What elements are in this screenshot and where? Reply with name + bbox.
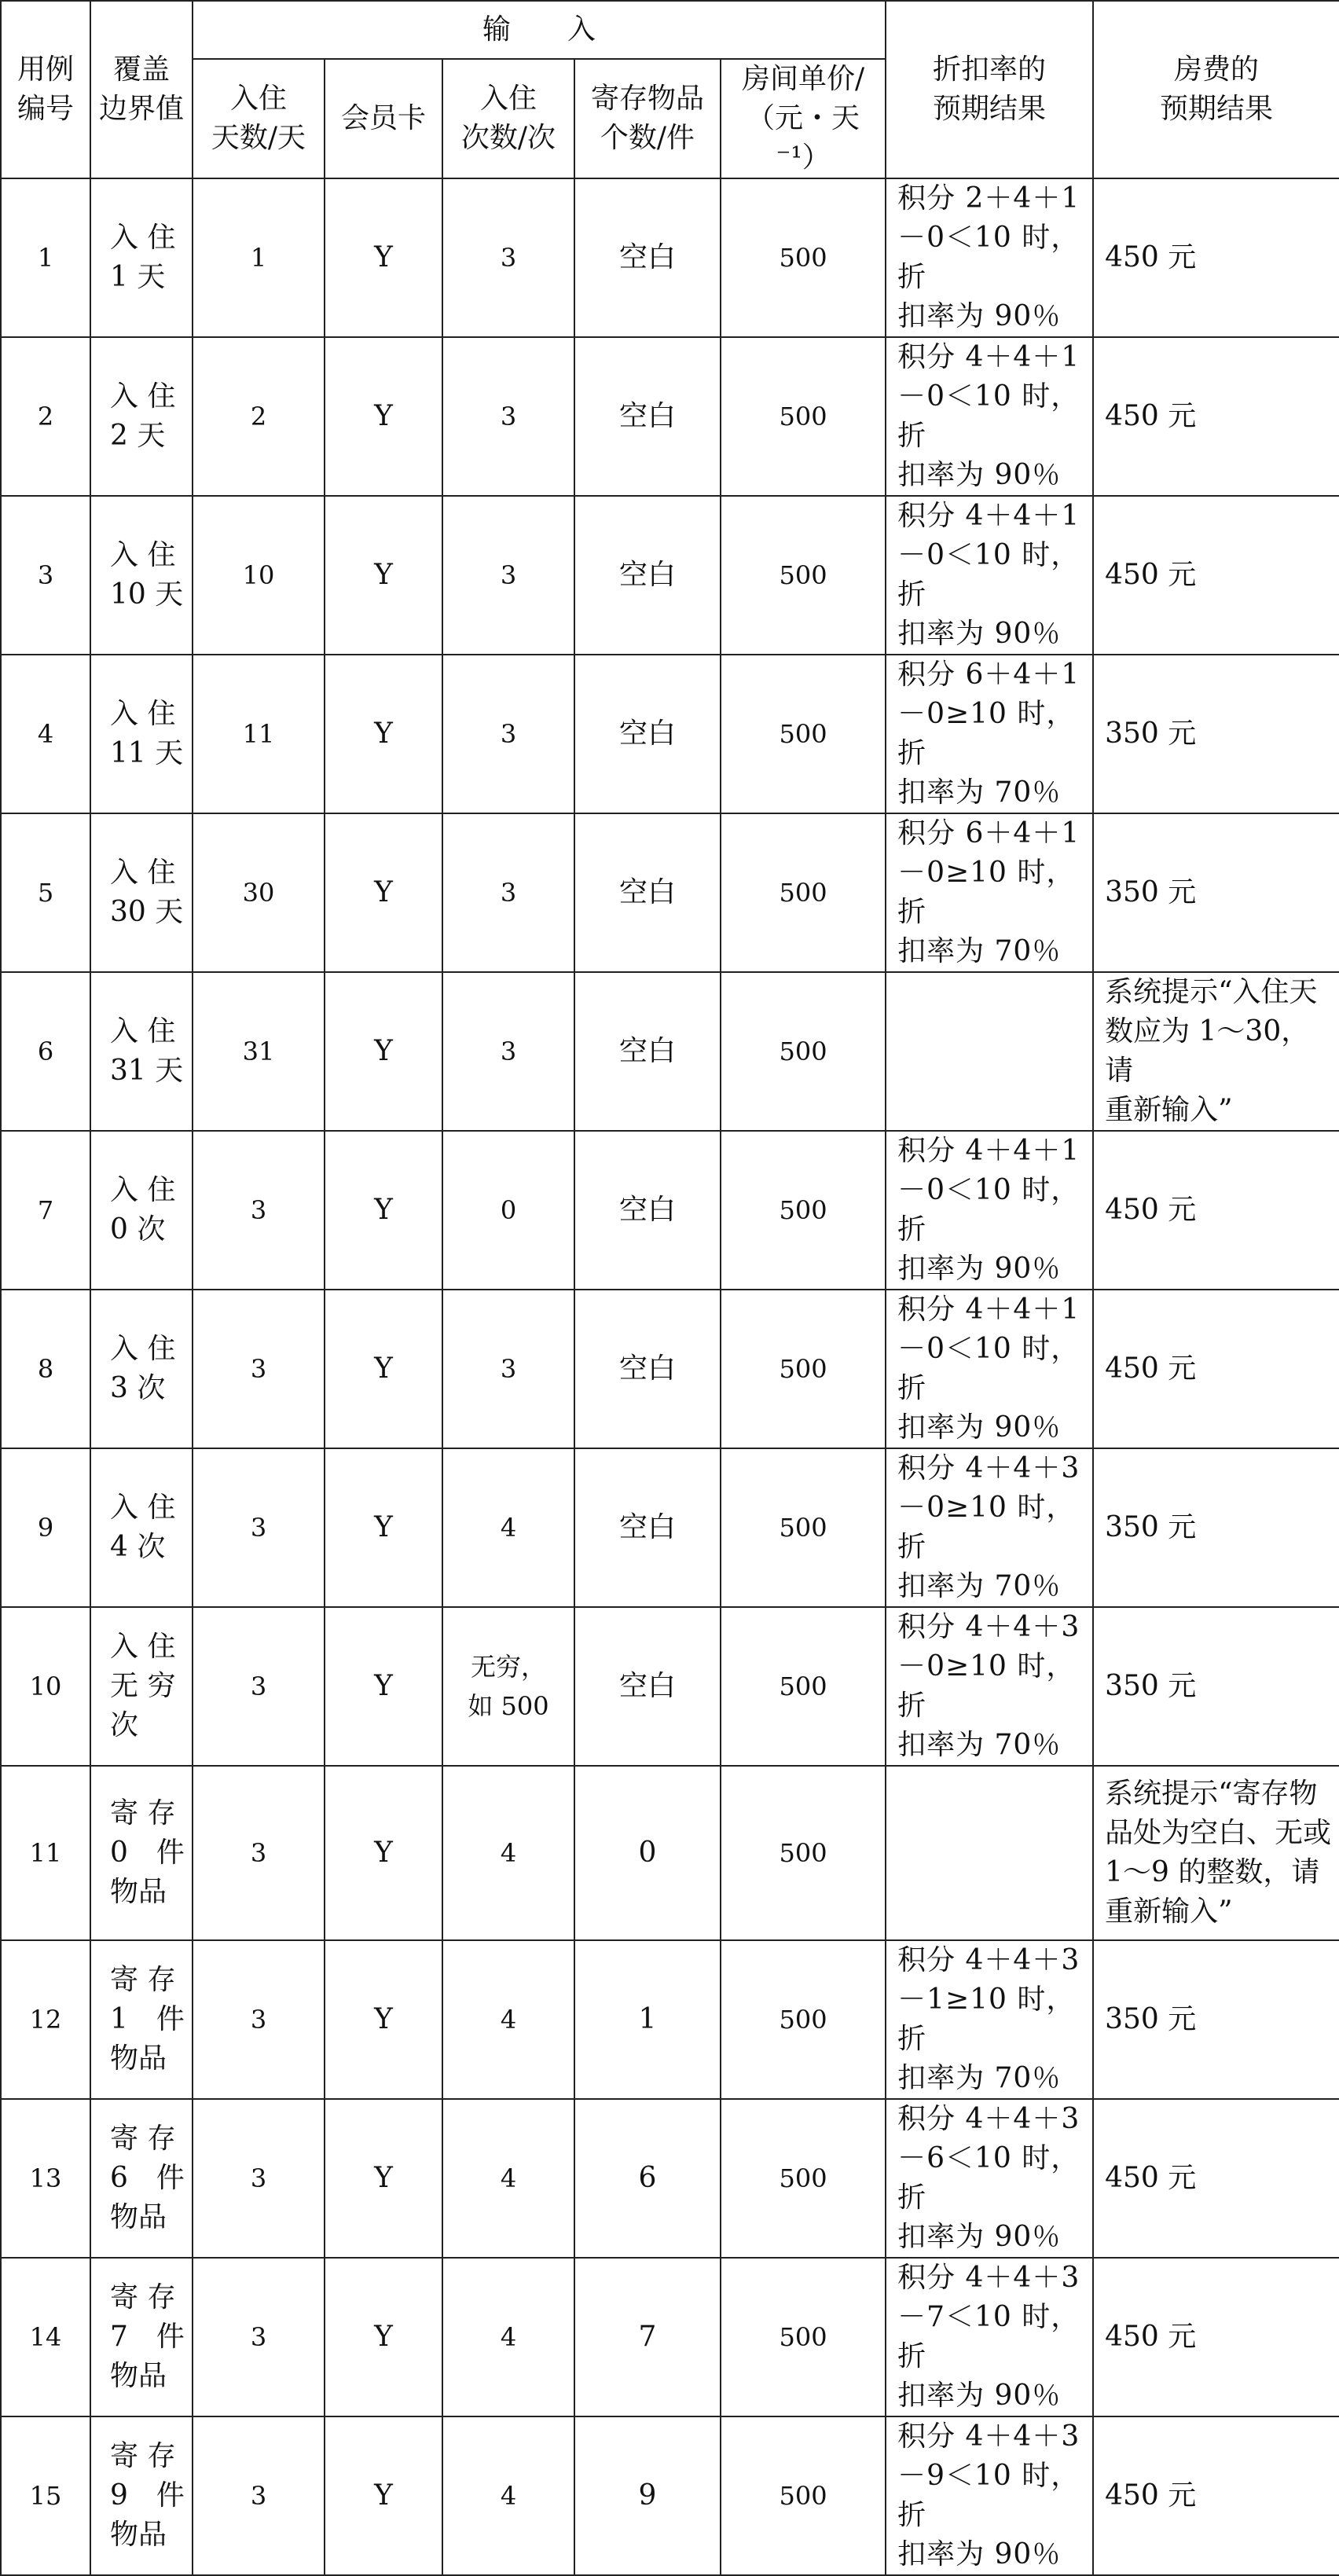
case-no-cell: 6	[1, 972, 90, 1131]
visits-cell: 无穷， 如 500	[442, 1607, 574, 1766]
case-no-cell: 8	[1, 1290, 90, 1448]
table-row	[1, 1131, 1339, 1290]
case-no-cell: 3	[1, 496, 90, 655]
fee-cell: 450 元	[1093, 337, 1339, 496]
table-row	[1, 178, 1339, 337]
fee-cell: 系统提示“寄存物 品处为空白、无或 1～9 的整数，请 重新输入”	[1093, 1766, 1339, 1940]
case-no-cell: 1	[1, 178, 90, 337]
days-cell: 3	[193, 1131, 325, 1290]
case-no-cell: 2	[1, 337, 90, 496]
header-fee-expected: 房费的 预期结果	[1093, 1, 1339, 178]
header-member-card: 会员卡	[325, 59, 442, 178]
price-cell: 500	[721, 1448, 886, 1607]
member-card-cell: Y	[325, 1940, 442, 2099]
case-no-cell: 12	[1, 1940, 90, 2099]
discount-cell: 积分 4＋4＋1 －0＜10 时，折 扣率为 90％	[886, 1131, 1093, 1290]
items-cell: 空白	[574, 178, 721, 337]
visits-cell: 0	[442, 1131, 574, 1290]
visits-cell: 4	[442, 1448, 574, 1607]
fee-cell: 450 元	[1093, 2416, 1339, 2575]
boundary-cell: 入 住 1 天	[90, 178, 193, 337]
member-card-cell: Y	[325, 1607, 442, 1766]
table-row	[1, 2416, 1339, 2575]
days-cell: 30	[193, 813, 325, 972]
items-cell: 0	[574, 1766, 721, 1940]
price-cell: 500	[721, 337, 886, 496]
header-row-1	[1, 1, 1339, 59]
boundary-cell: 入 住 无 穷 次	[90, 1607, 193, 1766]
member-card-cell: Y	[325, 496, 442, 655]
days-cell: 11	[193, 655, 325, 813]
price-cell: 500	[721, 2258, 886, 2416]
table-row	[1, 2099, 1339, 2258]
table-row	[1, 337, 1339, 496]
member-card-cell: Y	[325, 813, 442, 972]
price-cell: 500	[721, 2099, 886, 2258]
boundary-cell: 入 住 3 次	[90, 1290, 193, 1448]
items-cell: 空白	[574, 1131, 721, 1290]
price-cell: 500	[721, 1766, 886, 1940]
price-cell: 500	[721, 1131, 886, 1290]
discount-cell: 积分 2＋4＋1 －0＜10 时，折 扣率为 90％	[886, 178, 1093, 337]
fee-cell: 450 元	[1093, 2258, 1339, 2416]
visits-cell: 3	[442, 813, 574, 972]
items-cell: 空白	[574, 655, 721, 813]
member-card-cell: Y	[325, 1766, 442, 1940]
boundary-cell: 寄 存 1 件 物品	[90, 1940, 193, 2099]
visits-cell: 4	[442, 1766, 574, 1940]
fee-cell: 350 元	[1093, 1448, 1339, 1607]
days-cell: 3	[193, 1940, 325, 2099]
visits-cell: 4	[442, 2416, 574, 2575]
price-cell: 500	[721, 1290, 886, 1448]
case-no-cell: 14	[1, 2258, 90, 2416]
boundary-cell: 入 住 31 天	[90, 972, 193, 1131]
table-row	[1, 655, 1339, 813]
discount-cell: 积分 4＋4＋3 －7＜10 时，折 扣率为 90％	[886, 2258, 1093, 2416]
visits-cell: 3	[442, 655, 574, 813]
header-visits: 入住 次数/次	[442, 59, 574, 178]
items-cell: 空白	[574, 1607, 721, 1766]
case-no-cell: 4	[1, 655, 90, 813]
header-discount-expected: 折扣率的 预期结果	[886, 1, 1093, 178]
boundary-cell: 寄 存 0 件 物品	[90, 1766, 193, 1940]
days-cell: 3	[193, 1766, 325, 1940]
boundary-cell: 入 住 30 天	[90, 813, 193, 972]
boundary-cell: 入 住 10 天	[90, 496, 193, 655]
discount-cell: 积分 4＋4＋1 －0＜10 时，折 扣率为 90％	[886, 1290, 1093, 1448]
discount-cell	[886, 1766, 1093, 1940]
discount-cell: 积分 6＋4＋1 －0≥10 时，折 扣率为 70％	[886, 813, 1093, 972]
days-cell: 3	[193, 2099, 325, 2258]
items-cell: 空白	[574, 813, 721, 972]
fee-cell: 系统提示“入住天 数应为 1～30，请 重新输入”	[1093, 972, 1339, 1131]
member-card-cell: Y	[325, 1448, 442, 1607]
header-days: 入住 天数/天	[193, 59, 325, 178]
table-row	[1, 1940, 1339, 2099]
boundary-cell: 寄 存 7 件 物品	[90, 2258, 193, 2416]
member-card-cell: Y	[325, 2416, 442, 2575]
discount-cell: 积分 4＋4＋3 －9＜10 时，折 扣率为 90％	[886, 2416, 1093, 2575]
items-cell: 7	[574, 2258, 721, 2416]
days-cell: 3	[193, 2258, 325, 2416]
price-cell: 500	[721, 972, 886, 1131]
header-input-group: 输 入	[193, 1, 886, 59]
case-no-cell: 13	[1, 2099, 90, 2258]
member-card-cell: Y	[325, 1131, 442, 1290]
days-cell: 3	[193, 1607, 325, 1766]
visits-cell: 3	[442, 972, 574, 1131]
items-cell: 空白	[574, 972, 721, 1131]
fee-cell: 450 元	[1093, 178, 1339, 337]
table-row	[1, 813, 1339, 972]
case-no-cell: 5	[1, 813, 90, 972]
discount-cell: 积分 6＋4＋1 －0≥10 时，折 扣率为 70％	[886, 655, 1093, 813]
fee-cell: 450 元	[1093, 2099, 1339, 2258]
boundary-cell: 寄 存 9 件 物品	[90, 2416, 193, 2575]
items-cell: 空白	[574, 1290, 721, 1448]
price-cell: 500	[721, 655, 886, 813]
days-cell: 10	[193, 496, 325, 655]
items-cell: 6	[574, 2099, 721, 2258]
price-cell: 500	[721, 2416, 886, 2575]
items-cell: 空白	[574, 496, 721, 655]
boundary-cell: 入 住 0 次	[90, 1131, 193, 1290]
member-card-cell: Y	[325, 337, 442, 496]
visits-cell: 4	[442, 2099, 574, 2258]
table-row	[1, 1607, 1339, 1766]
discount-cell	[886, 972, 1093, 1131]
fee-cell: 350 元	[1093, 655, 1339, 813]
member-card-cell: Y	[325, 2258, 442, 2416]
boundary-cell: 入 住 11 天	[90, 655, 193, 813]
price-cell: 500	[721, 1940, 886, 2099]
days-cell: 2	[193, 337, 325, 496]
visits-cell: 4	[442, 2258, 574, 2416]
case-no-cell: 11	[1, 1766, 90, 1940]
price-cell: 500	[721, 813, 886, 972]
discount-cell: 积分 4＋4＋1 －0＜10 时，折 扣率为 90％	[886, 496, 1093, 655]
member-card-cell: Y	[325, 972, 442, 1131]
items-cell: 9	[574, 2416, 721, 2575]
table-row	[1, 496, 1339, 655]
items-cell: 空白	[574, 337, 721, 496]
days-cell: 31	[193, 972, 325, 1131]
boundary-cell: 入 住 4 次	[90, 1448, 193, 1607]
days-cell: 3	[193, 1448, 325, 1607]
member-card-cell: Y	[325, 178, 442, 337]
fee-cell: 350 元	[1093, 1940, 1339, 2099]
discount-cell: 积分 4＋4＋3 －0≥10 时，折 扣率为 70％	[886, 1607, 1093, 1766]
days-cell: 3	[193, 1290, 325, 1448]
days-cell: 1	[193, 178, 325, 337]
case-no-cell: 15	[1, 2416, 90, 2575]
table-row	[1, 2258, 1339, 2416]
fee-cell: 350 元	[1093, 813, 1339, 972]
discount-cell: 积分 4＋4＋3 －1≥10 时，折 扣率为 70％	[886, 1940, 1093, 2099]
days-cell: 3	[193, 2416, 325, 2575]
visits-cell: 3	[442, 1290, 574, 1448]
header-case-no: 用例 编号	[1, 1, 90, 178]
table-row	[1, 972, 1339, 1131]
visits-cell: 3	[442, 337, 574, 496]
header-boundary: 覆盖 边界值	[90, 1, 193, 178]
visits-cell: 3	[442, 178, 574, 337]
table-row	[1, 1290, 1339, 1448]
member-card-cell: Y	[325, 2099, 442, 2258]
discount-cell: 积分 4＋4＋1 －0＜10 时，折 扣率为 90％	[886, 337, 1093, 496]
header-price: 房间单价/ （元・天⁻¹）	[721, 59, 886, 178]
boundary-cell: 寄 存 6 件 物品	[90, 2099, 193, 2258]
table-row	[1, 1766, 1339, 1940]
member-card-cell: Y	[325, 655, 442, 813]
fee-cell: 350 元	[1093, 1607, 1339, 1766]
fee-cell: 450 元	[1093, 1290, 1339, 1448]
price-cell: 500	[721, 1607, 886, 1766]
price-cell: 500	[721, 496, 886, 655]
discount-cell: 积分 4＋4＋3 －0≥10 时，折 扣率为 70％	[886, 1448, 1093, 1607]
fee-cell: 450 元	[1093, 496, 1339, 655]
boundary-cell: 入 住 2 天	[90, 337, 193, 496]
items-cell: 1	[574, 1940, 721, 2099]
case-no-cell: 10	[1, 1607, 90, 1766]
visits-cell: 4	[442, 1940, 574, 2099]
visits-cell: 3	[442, 496, 574, 655]
case-no-cell: 9	[1, 1448, 90, 1607]
header-items: 寄存物品 个数/件	[574, 59, 721, 178]
items-cell: 空白	[574, 1448, 721, 1607]
price-cell: 500	[721, 178, 886, 337]
member-card-cell: Y	[325, 1290, 442, 1448]
discount-cell: 积分 4＋4＋3 －6＜10 时，折 扣率为 90％	[886, 2099, 1093, 2258]
table-body	[1, 178, 1339, 2575]
fee-cell: 450 元	[1093, 1131, 1339, 1290]
table-row	[1, 1448, 1339, 1607]
case-no-cell: 7	[1, 1131, 90, 1290]
